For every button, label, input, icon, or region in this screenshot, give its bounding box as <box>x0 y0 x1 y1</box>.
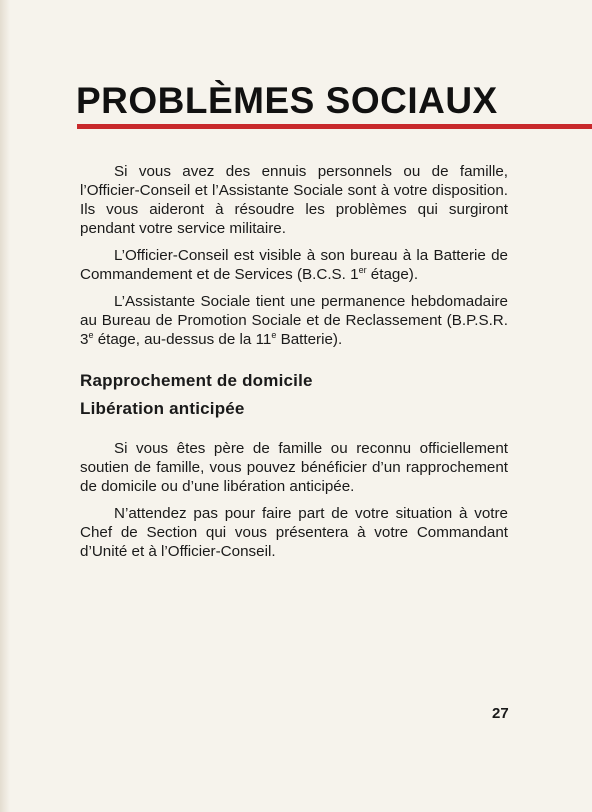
intro-paragraph-3-middle: étage, au-dessus de la 11 <box>93 331 272 348</box>
intro-paragraph-1: Si vous avez des ennuis personnels ou de famille, l’Officier-Conseil et l’Assistante Sociale sont à votre disposition. Ils vous aideront à résoudre les problèmes qui surgiront pendant votre service militaire. <box>80 163 508 237</box>
ordinal-superscript: er <box>358 265 367 275</box>
binding-shadow <box>0 0 10 812</box>
intro-paragraph-2-text: L’Officier-Conseil est visible à son bureau à la Batterie de Commandement et de Services (B.C.S. 1 <box>80 247 508 283</box>
intro-paragraph-3-end: Batterie). <box>276 331 343 348</box>
intro-paragraph-3 <box>80 292 508 349</box>
title-underline-rule <box>77 124 592 129</box>
ordinal-superscript: e <box>88 330 94 340</box>
section-heading-liberation: Libération anticipée <box>80 399 245 418</box>
page-title: PROBLÈMES SOCIAUX <box>76 80 498 121</box>
intro-paragraph-3-text: L’Assistante Sociale tient une permanence hebdomadaire au Bureau de Promotion Sociale et de Reclassement (B.P.S.R. 3 <box>80 293 508 348</box>
section-text-block <box>80 439 508 569</box>
intro-paragraph-2 <box>80 246 508 284</box>
page-number: 27 <box>492 705 509 722</box>
ordinal-superscript: e <box>271 330 277 340</box>
section-paragraph-2: N’attendez pas pour faire part de votre situation à votre Chef de Section qui vous présentera à votre Commandant d’Unité et à l’Officier-Conseil. <box>80 505 508 560</box>
section-paragraph-1: Si vous êtes père de famille ou reconnu officiellement soutien de famille, vous pouvez bénéficier d’un rapprochement de domicile ou d’une libération anticipée. <box>80 440 508 495</box>
intro-paragraph-2-end: étage). <box>366 266 419 283</box>
intro-text-block <box>80 162 508 357</box>
section-heading-rapprochement: Rapprochement de domicile <box>80 371 313 390</box>
